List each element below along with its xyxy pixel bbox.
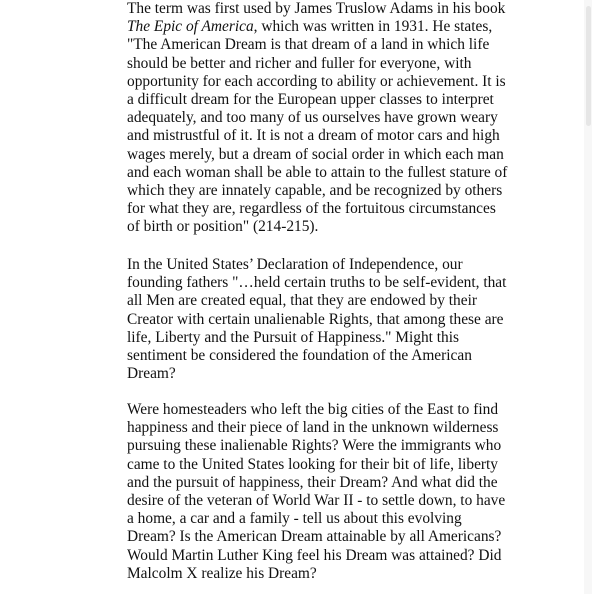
text-line [127, 164, 507, 182]
text-line [127, 146, 507, 164]
text-line [127, 292, 506, 310]
paragraph-james-truslow-adams-quote [127, 0, 507, 237]
text-segment: The term was first used by James Truslow Adams in his book [127, 0, 506, 17]
text-segment: a difficult dream for the European upper classes to interpret [127, 91, 494, 109]
text-line [127, 528, 505, 546]
text-segment: life, Liberty and the Pursuit of Happiness." Might this [127, 328, 460, 346]
text-segment: wages merely, but a dream of social order in which each man [127, 145, 504, 163]
text-segment: should be better and richer and fuller for everyone, with [127, 54, 472, 72]
text-segment: Malcolm X realize his Dream? [127, 564, 317, 582]
text-segment: pursuing these inalienable Rights? Were the immigrants who [127, 437, 502, 455]
text-line [127, 365, 506, 383]
text-line [127, 256, 506, 274]
text-segment: a home, a car and a family - tell us about this evolving [127, 510, 462, 528]
text-segment: opportunity for each according to ability or achievement. It is [127, 72, 506, 90]
book-title: The Epic of America [127, 18, 254, 36]
paragraph-questions-about-the-dream [127, 401, 505, 583]
text-line [127, 127, 507, 145]
text-segment: founding fathers "…held certain truths to be self-evident, that [127, 274, 507, 292]
text-line [127, 18, 507, 36]
text-segment: of birth or position" (214-215). [127, 218, 319, 236]
text-segment: came to the United States looking for their bit of life, liberty [127, 455, 498, 473]
text-line [127, 73, 507, 91]
text-line [127, 401, 505, 419]
text-segment: Dream? Is the American Dream attainable by all Americans? [127, 528, 502, 546]
text-line [127, 492, 505, 510]
text-line [127, 274, 506, 292]
text-segment: for what they are, regardless of the fortuitous circumstances [127, 200, 496, 218]
text-line [127, 547, 505, 565]
text-segment: all Men are created equal, that they are endowed by their [127, 292, 477, 310]
text-segment: "The American Dream is that dream of a land in which life [127, 36, 490, 54]
text-line [127, 329, 506, 347]
scrollbar-thumb[interactable] [586, 6, 591, 126]
text-segment: , which was written in 1931. He states, [253, 18, 493, 36]
vertical-scrollbar[interactable] [584, 0, 592, 594]
text-line [127, 311, 506, 329]
text-line [127, 182, 507, 200]
text-line [127, 91, 507, 109]
text-segment: adequately, and too many of us ourselves have grown weary [127, 109, 498, 127]
text-line [127, 218, 507, 236]
text-segment: happiness and their piece of land in the unknown wilderness [127, 419, 499, 437]
text-line [127, 565, 505, 583]
text-segment: sentiment be considered the foundation of the American [127, 347, 472, 365]
text-line [127, 474, 505, 492]
text-line [127, 456, 505, 474]
text-line [127, 419, 505, 437]
text-segment: Would Martin Luther King feel his Dream was attained? Did [127, 546, 502, 564]
text-line [127, 200, 507, 218]
text-segment: and each woman shall be able to attain to the fullest stature of [127, 163, 508, 181]
text-line [127, 437, 505, 455]
text-segment: and mistrustful of it. It is not a dream of motor cars and high [127, 127, 500, 145]
text-line [127, 0, 507, 18]
text-segment: desire of the veteran of World War II - to settle down, to have [127, 492, 506, 510]
text-segment: and the pursuit of happiness, their Dream? And what did the [127, 473, 498, 491]
text-line [127, 347, 506, 365]
text-segment: Creator with certain unalienable Rights, that among these are [127, 310, 504, 328]
text-line [127, 36, 507, 54]
text-line [127, 510, 505, 528]
paragraph-declaration-of-independence [127, 256, 506, 383]
text-segment: which they are innately capable, and be recognized by others [127, 182, 503, 200]
text-segment: In the United States’ Declaration of Independence, our [127, 256, 463, 273]
text-line [127, 109, 507, 127]
text-segment: Dream? [127, 365, 176, 383]
text-segment: Were homesteaders who left the big cities of the East to find [127, 401, 499, 418]
text-line [127, 55, 507, 73]
